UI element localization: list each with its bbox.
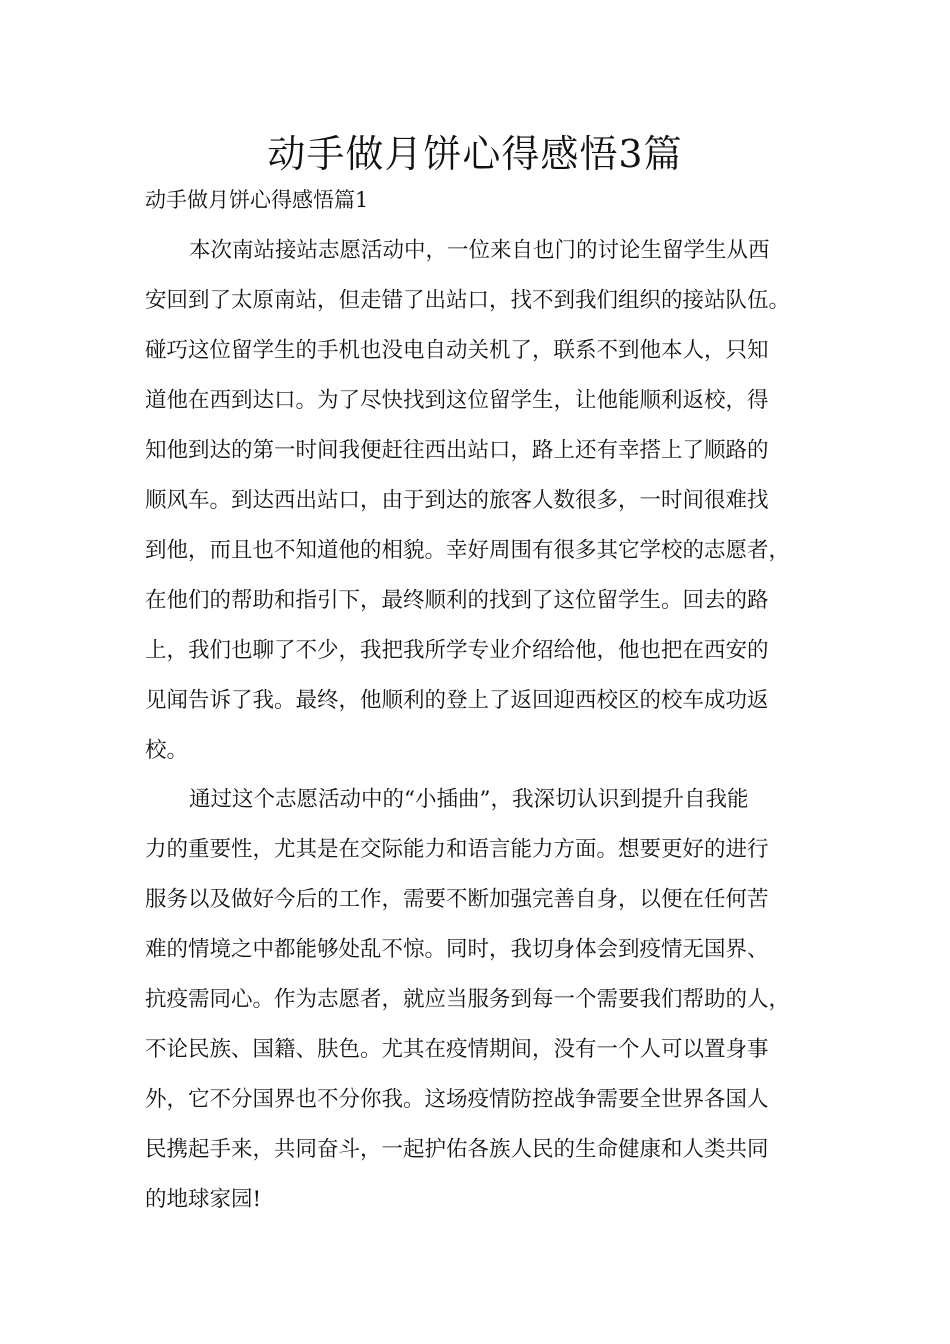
paragraph-line: 道他在西到达口。为了尽快找到这位留学生，让他能顺利返校，得: [145, 388, 769, 413]
paragraph-line: 难的情境之中都能够处乱不惊。同时，我切身体会到疫情无国界、: [145, 937, 769, 962]
paragraph-line: 见闻告诉了我。最终，他顺利的登上了返回迎西校区的校车成功返: [145, 688, 769, 713]
paragraph-line: 校。: [145, 738, 189, 763]
page-title: 动手做月饼心得感悟3篇: [267, 132, 683, 176]
paragraph-2: [145, 775, 790, 1225]
paragraph-line: 服务以及做好今后的工作，需要不断加强完善自身，以便在任何苦: [145, 887, 769, 912]
paragraph-line: 本次南站接站志愿活动中，一位来自也门的讨论生留学生从西: [189, 238, 770, 263]
paragraph-line: 顺风车。到达西出站口，由于到达的旅客人数很多，一时间很难找: [145, 488, 769, 513]
paragraph-1: [145, 226, 790, 776]
paragraph-line: 安回到了太原南站，但走错了出站口，找不到我们组织的接站队伍。: [145, 288, 791, 313]
paragraph-line: 上，我们也聊了不少，我把我所学专业介绍给他，他也把在西安的: [145, 638, 769, 663]
paragraph-line: 在他们的帮助和指引下，最终顺利的找到了这位留学生。回去的路: [145, 588, 769, 613]
paragraph-line: 的地球家园!: [145, 1187, 262, 1212]
paragraph-line: 通过这个志愿活动中的“小插曲”，我深切认识到提升自我能: [189, 787, 749, 812]
paragraph-line: 不论民族、国籍、肤色。尤其在疫情期间，没有一个人可以置身事: [145, 1037, 769, 1062]
paragraph-line: 知他到达的第一时间我便赶往西出站口，路上还有幸搭上了顺路的: [145, 438, 769, 463]
paragraph-line: 外，它不分国界也不分你我。这场疫情防控战争需要全世界各国人: [145, 1087, 769, 1112]
paragraph-line: 碰巧这位留学生的手机也没电自动关机了，联系不到他本人，只知: [145, 338, 769, 363]
paragraph-line: 抗疫需同心。作为志愿者，就应当服务到每一个需要我们帮助的人，: [145, 987, 791, 1012]
paragraph-line: 到他，而且也不知道他的相貌。幸好周围有很多其它学校的志愿者，: [145, 538, 791, 563]
paragraph-line: 民携起手来，共同奋斗，一起护佑各族人民的生命健康和人类共同: [145, 1137, 769, 1162]
paragraph-line: 力的重要性，尤其是在交际能力和语言能力方面。想要更好的进行: [145, 837, 769, 862]
section-heading: 动手做月饼心得感悟篇1: [145, 188, 369, 212]
